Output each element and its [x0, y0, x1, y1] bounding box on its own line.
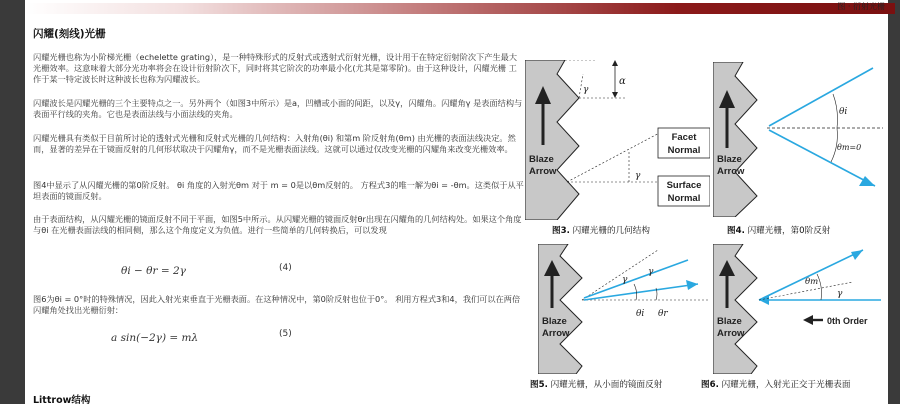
header-bar [25, 3, 895, 14]
figure-4-caption-text: 闪耀光栅，第0阶反射 [747, 226, 831, 236]
figure-4-diagram [713, 62, 888, 217]
figure-3-caption-text: 闪耀光栅的几何结构 [572, 226, 650, 236]
figure-4-caption [727, 224, 830, 236]
fig3-arrow-label: Arrow [529, 166, 557, 177]
fig5-gamma: γ [648, 267, 654, 277]
figure-6-diagram [713, 244, 888, 374]
right-margin [888, 0, 900, 404]
fig6-blaze-label: Blaze [717, 316, 742, 327]
fig6-zero-order-label: 0th Order [827, 316, 868, 326]
left-margin [0, 0, 25, 404]
figure-3-diagram [525, 60, 710, 220]
fig3-alpha: α [619, 76, 626, 87]
subsection-title: Littrow结构 [33, 395, 91, 406]
fig4-theta-i: θi [839, 107, 848, 117]
figure-3-number: 图3. [552, 226, 570, 236]
fig6-arrow-label: Arrow [717, 328, 745, 339]
paragraph-3: 闪耀光栅具有类似于目前所讨论的透射式光栅和反射式光栅的几何结构：入射角(θi) 和第m 阶反射角(θm) 由光栅的表面法线决定。然而，显著的差异在于镜面反射的几何形状取决于闪耀角γ，而不是光栅表面法线。这就可以通过仅改变光栅的闪耀角来改变光栅效率。 [33, 133, 516, 154]
paragraph-6: 图6为θi = 0°时的特殊情况，因此入射光束垂直于光栅表面。在这种情况中，第0阶反射也位于0°。 利用方程式3和4，我们可以在两倍闪耀角处找出光栅衍射： [33, 294, 521, 315]
equation-4: θi − θr = 2γ [121, 265, 186, 277]
fig3-surface-normal-label: Normal [667, 193, 701, 204]
fig5-theta-i: θi [636, 309, 645, 319]
figure-6-number: 图6. [701, 380, 719, 390]
fig3-surface-label: Surface [666, 180, 702, 191]
paragraph-2: 闪耀波长是闪耀光栅的三个主要特点之一。另外两个（如图3中所示）是a，凹槽或小面的间距，以及γ，闪耀角。闪耀角γ 是表面结构与表面平行线的夹角。它也是表面法线与小面法线的夹角。 [33, 98, 523, 119]
paragraph-4: 图4中显示了从闪耀光栅的第0阶反射。 θi 角度的入射光θm 对于 m = 0是以θm反射的。 方程式3的唯一解为θi = -θm。这类似于从平坦表面的镜面反射。 [33, 180, 524, 201]
equation-5: a sin(−2γ) = mλ [111, 332, 199, 344]
fig3-gamma: γ [583, 85, 589, 95]
fig3-blaze-label: Blaze [529, 154, 554, 165]
figure-3-caption [552, 224, 650, 236]
figure-6-caption [701, 378, 851, 390]
fig3-facet-normal-label: Normal [667, 145, 701, 156]
fig3-facet-label: Facet [671, 132, 697, 143]
section-title: 闪耀(刻线)光栅 [33, 28, 106, 40]
fig5-arrow-label: Arrow [542, 328, 570, 339]
figure-4-number: 图4. [727, 226, 745, 236]
document-page [25, 0, 888, 404]
figure-5-diagram [538, 244, 718, 374]
fig5-theta-r: θr [658, 309, 668, 319]
fig4-theta-m: θm=0 [837, 143, 862, 152]
figure-6-caption-text: 闪耀光栅，入射光正交于光栅表面 [721, 380, 851, 390]
paragraph-5: 由于表面结构，从闪耀光栅的镜面反射不同于平面，如图5中所示。从闪耀光栅的镜面反射θr出现在闪耀角的几何结构处。如果这个角度与θi 在光栅表面法线的相同侧，那么这个角度定义为负值。进行一些简单的几何转换后，可以发现 [33, 214, 522, 235]
header-text: 图 · 衍射光栅 [837, 2, 885, 11]
figure-5-caption-text: 闪耀光栅，从小面的镜面反射 [550, 380, 663, 390]
figure-5-caption [530, 378, 662, 390]
equation-5-number: (5) [279, 329, 292, 339]
fig3-gamma-2: γ [635, 171, 641, 181]
fig6-theta-m: θm [805, 277, 819, 287]
fig6-gamma: γ [837, 289, 843, 299]
paragraph-1: 闪耀光栅也称为小阶梯光栅（echelette grating），是一种特殊形式的反射式或透射式衍射光栅，设计用于在特定衍射阶次下产生最大光栅效率。这意味着大部分光功率将会在设计衍射阶次下，同时将其它阶次的功率最小化(尤其是第零阶)。由于这种设计，闪耀光栅 工作于某一特定波长时这种波长也称为闪耀波长。 [33, 52, 518, 84]
fig5-blaze-label: Blaze [542, 316, 567, 327]
figure-5-number: 图5. [530, 380, 548, 390]
fig5-gamma-2: γ [622, 275, 628, 285]
fig4-blaze-label: Blaze [717, 154, 742, 165]
equation-4-number: (4) [279, 263, 292, 273]
fig4-arrow-label: Arrow [717, 166, 745, 177]
